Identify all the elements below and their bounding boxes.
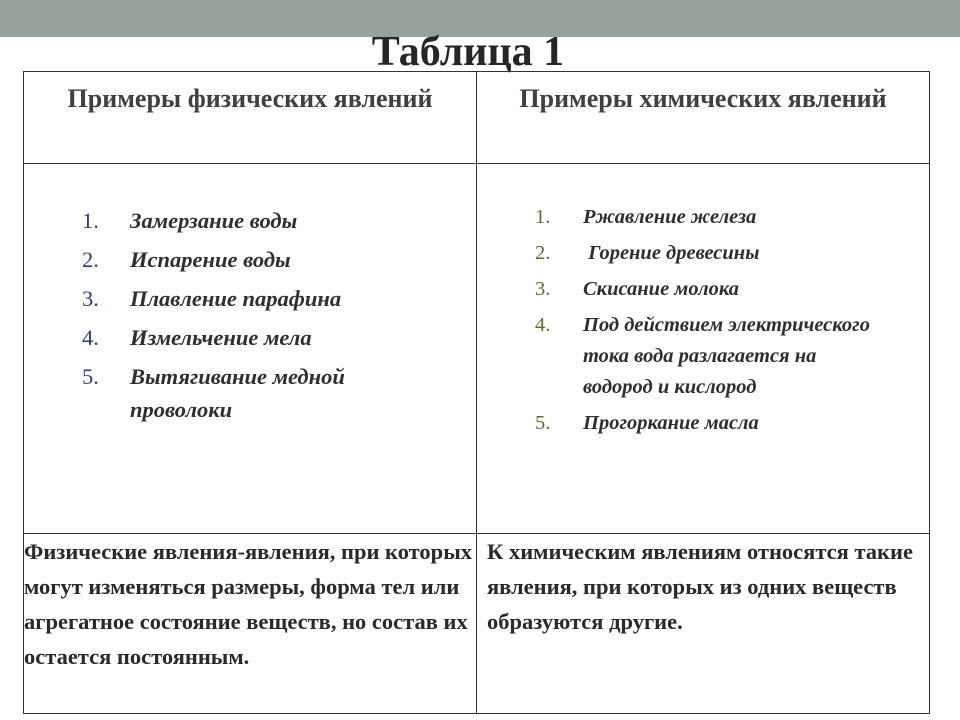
list-item: 3. Скисание молока [535,278,739,300]
physical-examples-list [24,164,476,426]
chemical-examples-cell [477,164,930,534]
list-item: 1. Ржавление железа [535,206,757,228]
header-chemical: Примеры химических явлений [477,72,930,164]
chemical-examples-list [477,164,929,439]
physical-definition: Физические явления-явления, при которых могут изменяться размеры, форма тел или агрегатное состояние веществ, но состав их остается постоянным. [24,534,477,714]
list-item: 5. Прогоркание масла [535,412,759,434]
list-item: 5. Вытягивание медной проволоки [82,364,345,422]
chemical-definition: К химическим явлениям относятся такие явления, при которых из одних веществ образуются другие. [477,534,930,714]
list-item: 1. Замерзание воды [82,208,298,233]
header-physical: Примеры физических явлений [24,72,477,164]
list-item: 3. Плавление парафина [82,286,342,311]
list-item: 4. Под действием электрического тока вода разлагается на водород и кислород [535,314,870,398]
list-item: 2. Испарение воды [82,247,291,272]
list-item: 2. Горение древесины [535,242,760,264]
phenomena-table [23,71,930,714]
physical-examples-cell [24,164,477,534]
list-item: 4. Измельчение мела [82,325,312,350]
page-title: Таблица 1 [371,29,565,75]
